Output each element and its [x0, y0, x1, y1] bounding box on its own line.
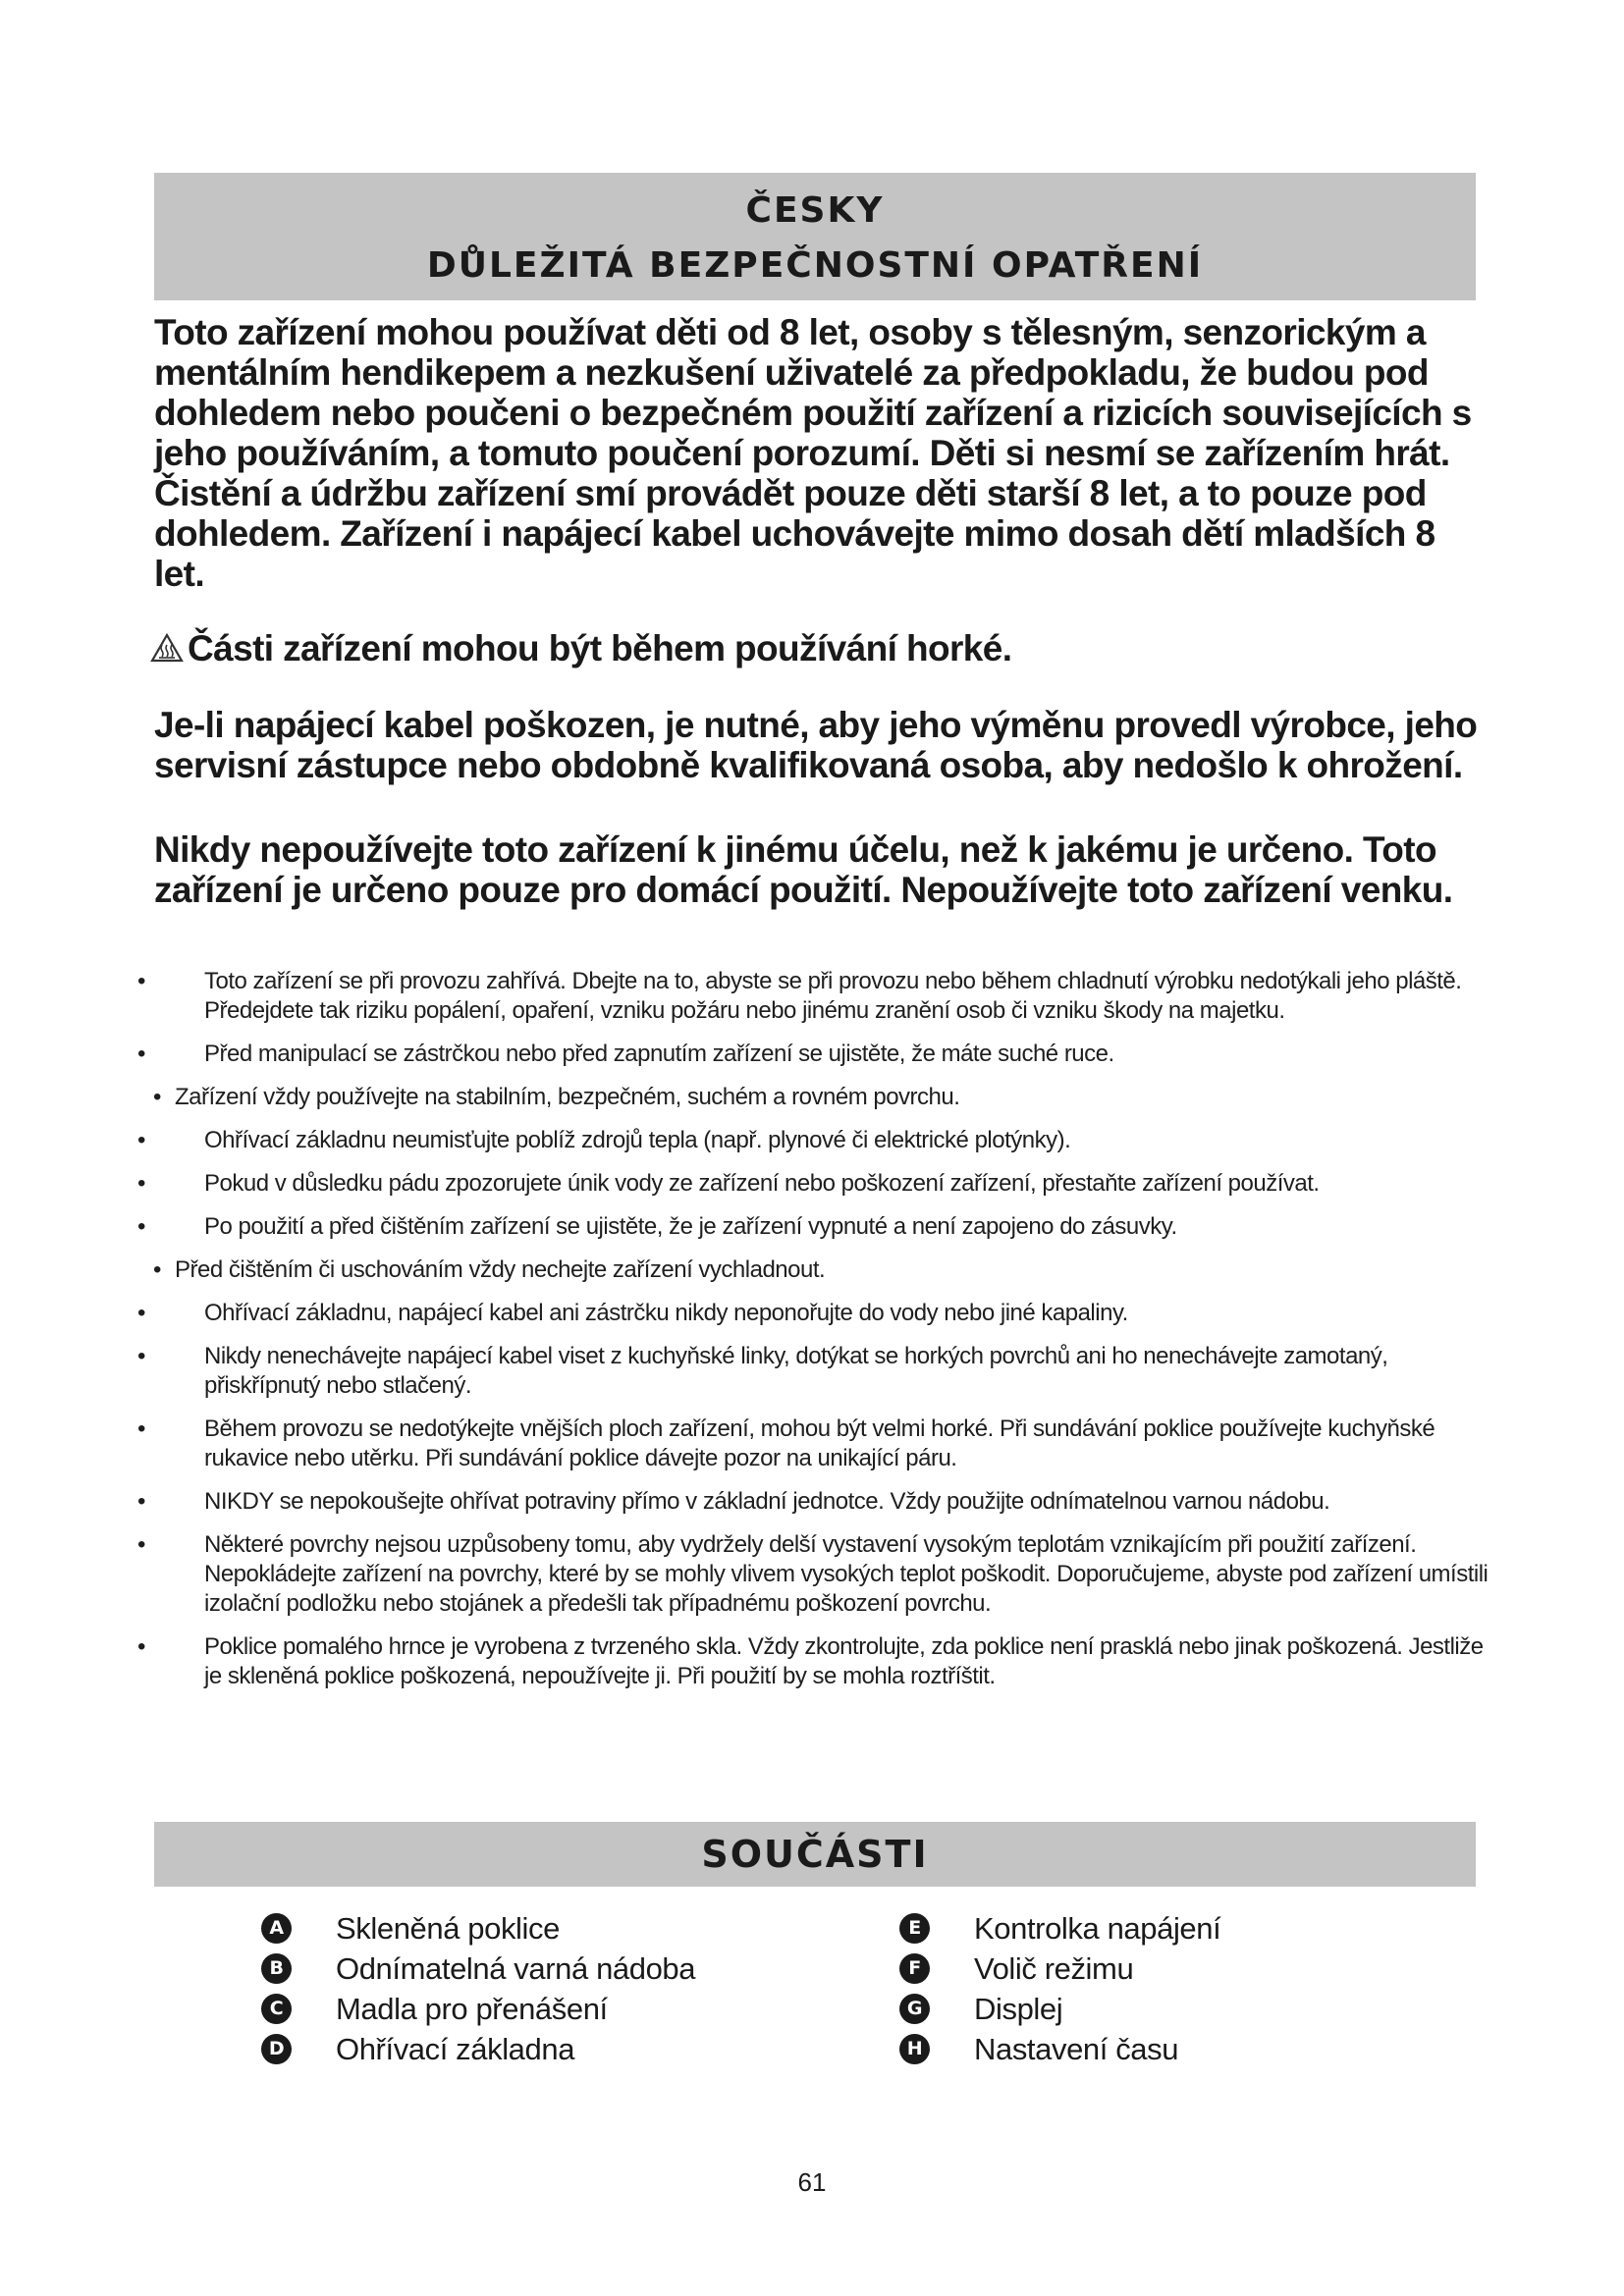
list-item: • NIKDY se nepokoušejte ohřívat potraviny přímo v základní jednotce. Vždy použijte odnímatelnou varnou nádobu.: [137, 1488, 1330, 1515]
letter-badge-icon: G: [899, 1994, 930, 2024]
list-item: • Zařízení vždy používejte na stabilním, bezpečném, suchém a rovném povrchu.: [153, 1084, 960, 1110]
list-item: • Pokud v důsledku pádu zpozorujete únik vody ze zařízení nebo poškození zařízení, přestaňte zařízení používat.: [137, 1170, 1320, 1197]
list-item: • Před manipulací se zástrčkou nebo před zapnutím zařízení se ujistěte, že máte suché ruce.: [137, 1041, 1114, 1067]
list-item: • Po použití a před čištěním zařízení se ujistěte, že je zařízení vypnuté a není zapojeno do zásuvky.: [137, 1213, 1177, 1240]
letter-badge-icon: B: [261, 1953, 292, 1984]
part-item: A Skleněná poklice: [261, 1908, 850, 1949]
bullet-marker: •: [137, 1488, 145, 1515]
letter-badge-icon: E: [899, 1913, 930, 1944]
parts-list-right: [899, 1908, 1489, 2069]
page-number: 61: [797, 2167, 827, 2197]
part-item: E Kontrolka napájení: [899, 1908, 1489, 1949]
list-item: • Ohřívací základnu neumisťujte poblíž zdrojů tepla (např. plynové či elektrické plotýnky).: [137, 1127, 1071, 1153]
bullet-marker: •: [137, 1170, 145, 1197]
list-item: • Toto zařízení se při provozu zahřívá. Dbejte na to, abyste se při provozu nebo během chladnutí výrobku nedotýkali jeho pláště. Předejdete tak riziku popálení, opaření, vzniku požáru nebo jinému zranění osob či vzniku škody na majetku.: [137, 968, 1462, 1024]
list-item: • Nikdy nenechávejte napájecí kabel viset z kuchyňské linky, dotýkat se horkých povrchů ani ho nenechávejte zamotaný, přiskřípnutý nebo stlačený.: [137, 1343, 1388, 1399]
safety-heading: DŮLEŽITÁ BEZPEČNOSTNÍ OPATŘENÍ: [426, 245, 1204, 286]
header-band: [154, 173, 1476, 300]
letter-badge-icon: A: [261, 1913, 292, 1944]
language-heading: ČESKY: [745, 190, 885, 231]
bullet-marker: •: [137, 1531, 145, 1558]
safety-bullet-list: [137, 967, 1492, 1705]
warning-intended-use: Nikdy nepoužívejte toto zařízení k jinému účelu, než k jakému je určeno. Toto zařízení je určeno pouze pro domácí použití. Nepoužívejte toto zařízení venku.: [154, 829, 1453, 910]
letter-badge-icon: F: [899, 1953, 930, 1984]
part-item: D Ohřívací základna: [261, 2029, 850, 2069]
bullet-marker: •: [137, 1300, 145, 1326]
list-item: • Ohřívací základnu, napájecí kabel ani zástrčku nikdy neponořujte do vody nebo jiné kapaliny.: [137, 1300, 1128, 1326]
warning-hot-parts: [154, 628, 1480, 668]
bullet-marker: •: [137, 1633, 145, 1660]
part-item: F Volič režimu: [899, 1949, 1489, 1989]
bullet-marker: •: [137, 1041, 145, 1067]
bullet-marker: •: [153, 1084, 161, 1110]
bullet-marker: •: [137, 1127, 145, 1153]
warning-children: Toto zařízení mohou používat děti od 8 let, osoby s tělesným, senzorickým a mentálním hendikepem a nezkušení uživatelé za předpokladu, že budou pod dohledem nebo poučeni o bezpečném použití zařízení a rizicích souvisejících s jeho používáním, a tomuto poučení porozumí. Děti si nesmí se zařízením hrát. Čistění a údržbu zařízení smí provádět pouze děti starší 8 let, a to pouze pod dohledem. Zařízení i napájecí kabel uchovávejte mimo dosah dětí mladších 8 let.: [154, 312, 1472, 594]
parts-list-left: [261, 1908, 850, 2069]
bullet-marker: •: [153, 1256, 161, 1283]
bullet-marker: •: [137, 1343, 145, 1369]
part-item: H Nastavení času: [899, 2029, 1489, 2069]
list-item: • Před čištěním či uschováním vždy nechejte zařízení vychladnout.: [153, 1256, 826, 1283]
part-item: G Displej: [899, 1989, 1489, 2029]
letter-badge-icon: D: [261, 2034, 292, 2064]
part-item: B Odnímatelná varná nádoba: [261, 1949, 850, 1989]
parts-band: [154, 1822, 1476, 1887]
bullet-marker: •: [137, 968, 145, 994]
parts-heading: SOUČÁSTI: [701, 1833, 929, 1876]
bullet-marker: •: [137, 1213, 145, 1240]
list-item: • Poklice pomalého hrnce je vyrobena z tvrzeného skla. Vždy zkontrolujte, zda poklice není prasklá nebo jinak poškozená. Jestliže je skleněná poklice poškozená, nepoužívejte ji. Při použití by se mohla roztříštit.: [137, 1633, 1484, 1689]
bullet-marker: •: [137, 1415, 145, 1442]
letter-badge-icon: C: [261, 1994, 292, 2024]
warning-power-cable: Je-li napájecí kabel poškozen, je nutné, aby jeho výměnu provedl výrobce, jeho servisní zástupce nebo obdobně kvalifikovaná osoba, aby nedošlo k ohrožení.: [154, 705, 1478, 785]
warning-hot-parts-text: Části zařízení mohou být během používání horké.: [188, 628, 1012, 668]
list-item: • Některé povrchy nejsou uzpůsobeny tomu, aby vydržely delší vystavení vysokým teplotám vznikajícím při použití zařízení. Nepokládejte zařízení na povrchy, které by se mohly vlivem vysokých teplot poškodit. Doporučujeme, abyste pod zařízení umístili izolační podložku nebo stojánek a předešli tak případnému poškození povrchu.: [137, 1531, 1489, 1617]
letter-badge-icon: H: [899, 2034, 930, 2064]
hot-surface-warning-icon: [150, 633, 184, 663]
part-item: C Madla pro přenášení: [261, 1989, 850, 2029]
list-item: • Během provozu se nedotýkejte vnějších ploch zařízení, mohou být velmi horké. Při sundávání poklice používejte kuchyňské rukavice nebo utěrku. Při sundávání poklice dávejte pozor na unikající páru.: [137, 1415, 1435, 1471]
